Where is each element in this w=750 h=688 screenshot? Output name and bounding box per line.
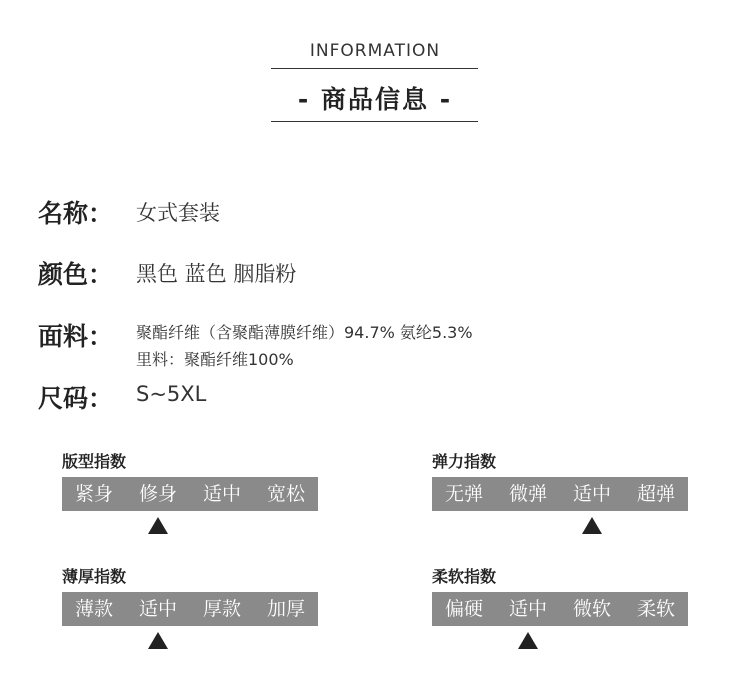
- fit-option: 宽松: [266, 483, 305, 505]
- fit-option: 适中: [202, 483, 241, 505]
- name-value: 女式套装: [136, 201, 220, 225]
- fit-index-bar: [62, 477, 318, 511]
- elasticity-index-bar: [432, 477, 688, 511]
- softness-option: 偏硬: [444, 598, 483, 620]
- softness-marker-icon: [518, 632, 538, 649]
- softness-index-bar: [432, 592, 688, 626]
- fit-marker-icon: [148, 517, 168, 534]
- elasticity-option: 无弹: [444, 483, 483, 505]
- elasticity-option: 微弹: [508, 483, 547, 505]
- fit-index-title: 版型指数: [62, 452, 127, 471]
- header-english: INFORMATION: [309, 41, 441, 61]
- elasticity-option: 超弹: [636, 483, 675, 505]
- thickness-option: 适中: [138, 598, 177, 620]
- size-label: 尺码：: [38, 384, 114, 413]
- elasticity-marker-icon: [582, 517, 602, 534]
- header-line-top: [271, 68, 478, 69]
- header-chinese-title: - 商品信息 -: [297, 85, 453, 114]
- softness-option: 适中: [508, 598, 547, 620]
- fit-option: 修身: [138, 483, 177, 505]
- thickness-option: 加厚: [266, 598, 305, 620]
- softness-option: 柔软: [636, 598, 675, 620]
- fit-option: 紧身: [74, 483, 113, 505]
- thickness-option: 厚款: [202, 598, 241, 620]
- elasticity-index-title: 弹力指数: [432, 452, 497, 471]
- size-value: S~5XL: [136, 382, 207, 406]
- thickness-index-title: 薄厚指数: [62, 567, 127, 586]
- color-value: 黑色 蓝色 胭脂粉: [136, 262, 297, 286]
- fabric-line-1: 聚酯纤维（含聚酯薄膜纤维）94.7% 氨纶5.3%: [136, 323, 473, 342]
- color-label: 颜色：: [38, 260, 114, 289]
- fabric-label: 面料：: [38, 322, 114, 351]
- thickness-index-bar: [62, 592, 318, 626]
- thickness-marker-icon: [148, 632, 168, 649]
- header-line-bottom: [271, 121, 478, 122]
- name-label: 名称：: [38, 199, 114, 228]
- softness-index-title: 柔软指数: [432, 567, 497, 586]
- softness-option: 微软: [572, 598, 611, 620]
- elasticity-option: 适中: [572, 483, 611, 505]
- fabric-line-2: 里料：聚酯纤维100%: [136, 350, 294, 369]
- thickness-option: 薄款: [74, 598, 113, 620]
